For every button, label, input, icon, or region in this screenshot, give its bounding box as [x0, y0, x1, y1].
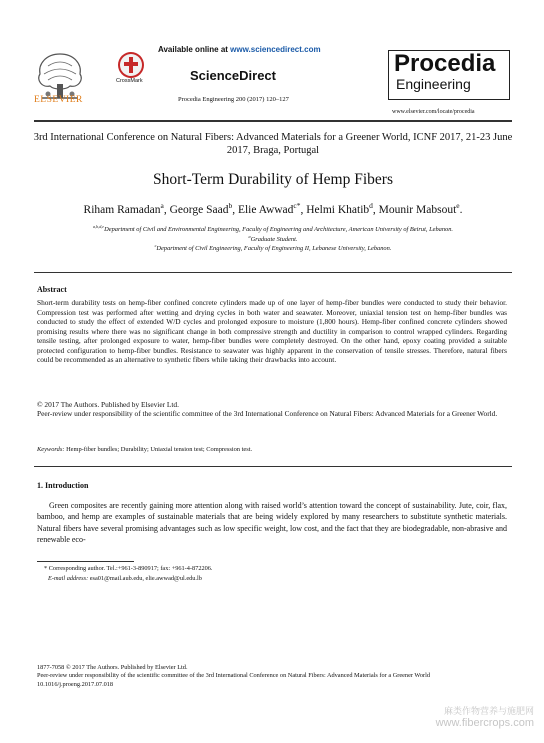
abstract-top-rule	[34, 272, 512, 273]
crossmark-label: CrossMark	[116, 78, 143, 84]
affiliation-text: Department of Civil Engineering, Faculty of Engineering II, Lebanese University, Lebanon.	[156, 245, 392, 253]
email-label: E-mail address:	[48, 575, 89, 582]
journal-reference: Procedia Engineering 200 (2017) 120–127	[178, 96, 289, 103]
email-note	[48, 575, 202, 582]
abstract-heading: Abstract	[37, 285, 67, 294]
author-sup: e	[456, 201, 460, 210]
author-name: Helmi Khatib	[306, 203, 370, 216]
abstract-text: Short-term durability tests on hemp-fiber confined concrete cylinders made up of one layer of hemp-fiber bundles were conducted to study their behavior. Compression test was performed after wetting and drying cycles in both water and seawater. Moreover, uniaxial tension test on hemp-fiber bundles was conducted to study the effect of extended W/D cycles and prolonged exposure to moisture (1,800 hours). Hemp-fiber confined concrete cylinders showed promising results where there was no significant change in both compressive strength and ductility in comparison to control wrapped cylinders. Regarding tensile testing, after prolonged exposure to water, hemp-fiber bundles were completely destroyed. On the other hand, epoxy coating provided a suitable protected configuration to hemp-fiber bundles. Resistance to seawater was highly apparent in the conservation of tensile stresses. Therefore, natural fibers could be recommended as an alternative to synthetic fibers while taking their drawbacks into account.	[37, 298, 507, 364]
watermark-line-2: www.fibercrops.com	[435, 717, 534, 729]
issn-line: 1877-7058 © 2017 The Authors. Published by Elsevier Ltd.	[37, 664, 188, 671]
journal-subname: Engineering	[396, 76, 471, 92]
paper-title: Short-Term Durability of Hemp Fibers	[153, 171, 393, 188]
copyright-line: © 2017 The Authors. Published by Elsevier Ltd.	[37, 400, 179, 409]
available-online	[158, 45, 321, 54]
author-name: Riham Ramadan	[83, 203, 161, 216]
affiliation-sup: c	[154, 243, 157, 248]
watermark-line-1: 麻类作物营养与施肥网	[443, 707, 534, 717]
corresponding-author-note: * Corresponding author. Tel.:+961-3-890917; fax: +961-4-872206.	[44, 565, 213, 572]
affiliation-text: Department of Civil and Environmental Engineering, Faculty of Engineering and Architecture, American University of Beirut, Lebanon.	[104, 226, 454, 234]
available-prefix: Available online at	[158, 45, 231, 54]
footnote-rule	[37, 561, 134, 562]
email-addresses[interactable]: esa01@mail.aub.edu, elie.awwad@ul.edu.lb	[88, 575, 202, 582]
keywords-text: Hemp-fiber bundles; Durability; Uniaxial tension test; Compression test.	[64, 446, 253, 453]
author-name: Elie Awwad	[237, 203, 294, 216]
journal-name: Procedia	[394, 50, 496, 77]
footer-peer-review: Peer-review under responsibility of the scientific committee of the 3rd International Conference on Natural Fibers: Advanced Materials for a Greener World	[37, 672, 431, 680]
peer-review-line: Peer-review under responsibility of the scientific committee of the 3rd International Conference on Natural Fibers: Advanced Materials for a Greener World.	[37, 409, 498, 418]
affiliation-sup: a,b,d,e	[92, 224, 105, 229]
conference-line: 3rd International Conference on Natural Fibers: Advanced Materials for a Greener World, ICNF 2017, 21-23 June 2017, Braga, Portugal	[33, 132, 513, 156]
affiliation	[30, 234, 516, 243]
affiliation-sup: a	[248, 234, 251, 239]
journal-url[interactable]: www.elsevier.com/locate/procedia	[392, 109, 475, 115]
author-sup: a	[160, 201, 164, 210]
keywords-line	[37, 446, 507, 453]
author-list: Riham Ramadan$^a$, George Saad$^b$, Elie Awwad$^{c*}$, Helmi Khatib$^d$, Mounir Mabsout$^e$.	[83, 201, 463, 216]
affiliation-text: Graduate Student.	[250, 236, 298, 244]
abstract-bottom-rule	[34, 466, 512, 467]
author-name: Mounir Mabsout	[378, 203, 457, 216]
platform-name: ScienceDirect	[190, 68, 276, 83]
page-footer	[37, 664, 507, 689]
keywords-label: Keywords:	[37, 446, 65, 453]
intro-paragraph: Green composites are recently gaining more attention along with raised world’s attention toward the concept of sustainability. Jute, coir, flax, bamboo, and hemp are examples of sustainable materials that are being widely explored by many researchers to substitute synthetic materials. Natural fibers have several promising advantages such as low specific weight, low cost, and the fact that they are biodegradable, non-abrasive and renewable eco-	[37, 501, 507, 544]
author-name: George Saad	[169, 203, 229, 216]
affiliation	[30, 224, 516, 233]
site-watermark	[436, 707, 534, 729]
crossmark-icon[interactable]	[118, 52, 144, 78]
doi-line[interactable]: 10.1016/j.proeng.2017.07.018	[37, 680, 114, 688]
affiliation	[30, 243, 516, 252]
author-sup: c*	[293, 201, 301, 210]
author-sup: b	[228, 201, 233, 210]
publisher-logo-text: ELSEVIER	[34, 95, 83, 105]
header-rule	[34, 120, 512, 122]
sciencedirect-link[interactable]: www.sciencedirect.com	[230, 45, 321, 54]
section-heading: 1. Introduction	[37, 481, 89, 490]
author-sup: d	[369, 201, 373, 210]
